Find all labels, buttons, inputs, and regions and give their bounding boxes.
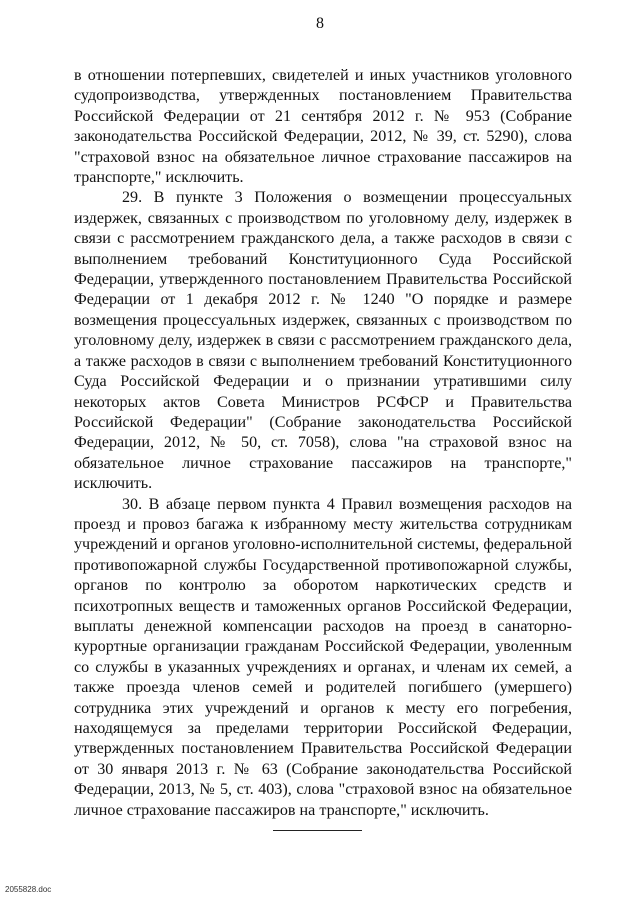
page-number: 8 [316, 15, 324, 32]
paragraph-item-30: 30. В абзаце первом пункта 4 Правил возмещения расходов на проезд и провоз багажа к избранному месту жительства сотрудникам учреждений и органов уголовно-исполнительной системы, федеральной противопожарной службы Государственной противопожарной службы, органов по контролю за оборотом наркотических средств и психотропных веществ и таможенных органов Российской Федерации, выплаты денежной компенсации расходов на проезд в санаторно-курортные организации гражданам Российской Федерации, уволенным со службы в указанных учреждениях и органах, и членам их семей, а также проезда членов семей и родителей погибшего (умершего) сотрудника этих учреждений и органов к месту его погребения, находящемуся за пределами территории Российской Федерации, утвержденных постановлением Правительства Российской Федерации от 30 января 2013 г. № 63 (Собрание законодательства Российской Федерации, 2013, № 5, ст. 403), слова "страховой взнос на обязательное личное страхование пассажиров на транспорте," исключить. [74, 495, 572, 819]
end-separator-line [273, 830, 362, 831]
paragraph-item-29: 29. В пункте 3 Положения о возмещении процессуальных издержек, связанных с производством по уголовному делу, издержек в связи с рассмотрением гражданского дела, а также расходов в связи с выполнением требований Конституционного Суда Российской Федерации, утвержденного постановлением Правительства Российской Федерации от 1 декабря 2012 г. № 1240 "О порядке и размере возмещения процессуальных издержек, связанных с производством по уголовному делу, издержек в связи с рассмотрением гражданского дела, а также расходов в связи с выполнением требований Конституционного Суда Российской Федерации и о признании утратившими силу некоторых актов Совета Министров РСФСР и Правительства Российской Федерации" (Собрание законодательства Российской Федерации, 2012, № 50, ст. 7058), слова "на страховой взнос на обязательное личное страхование пассажиров на транспорте," исключить. [74, 189, 572, 493]
document-body [74, 66, 572, 821]
paragraph-continuation: в отношении потерпевших, свидетелей и иных участников уголовного судопроизводства, утвержденных постановлением Правительства Российской Федерации от 21 сентября 2012 г. № 953 (Собрание законодательства Российской Федерации, 2012, № 39, ст. 5290), слова "страховой взнос на обязательное личное страхование пассажиров на транспорте," исключить. [74, 67, 572, 187]
document-file-id: 2055828.doc [5, 885, 52, 894]
